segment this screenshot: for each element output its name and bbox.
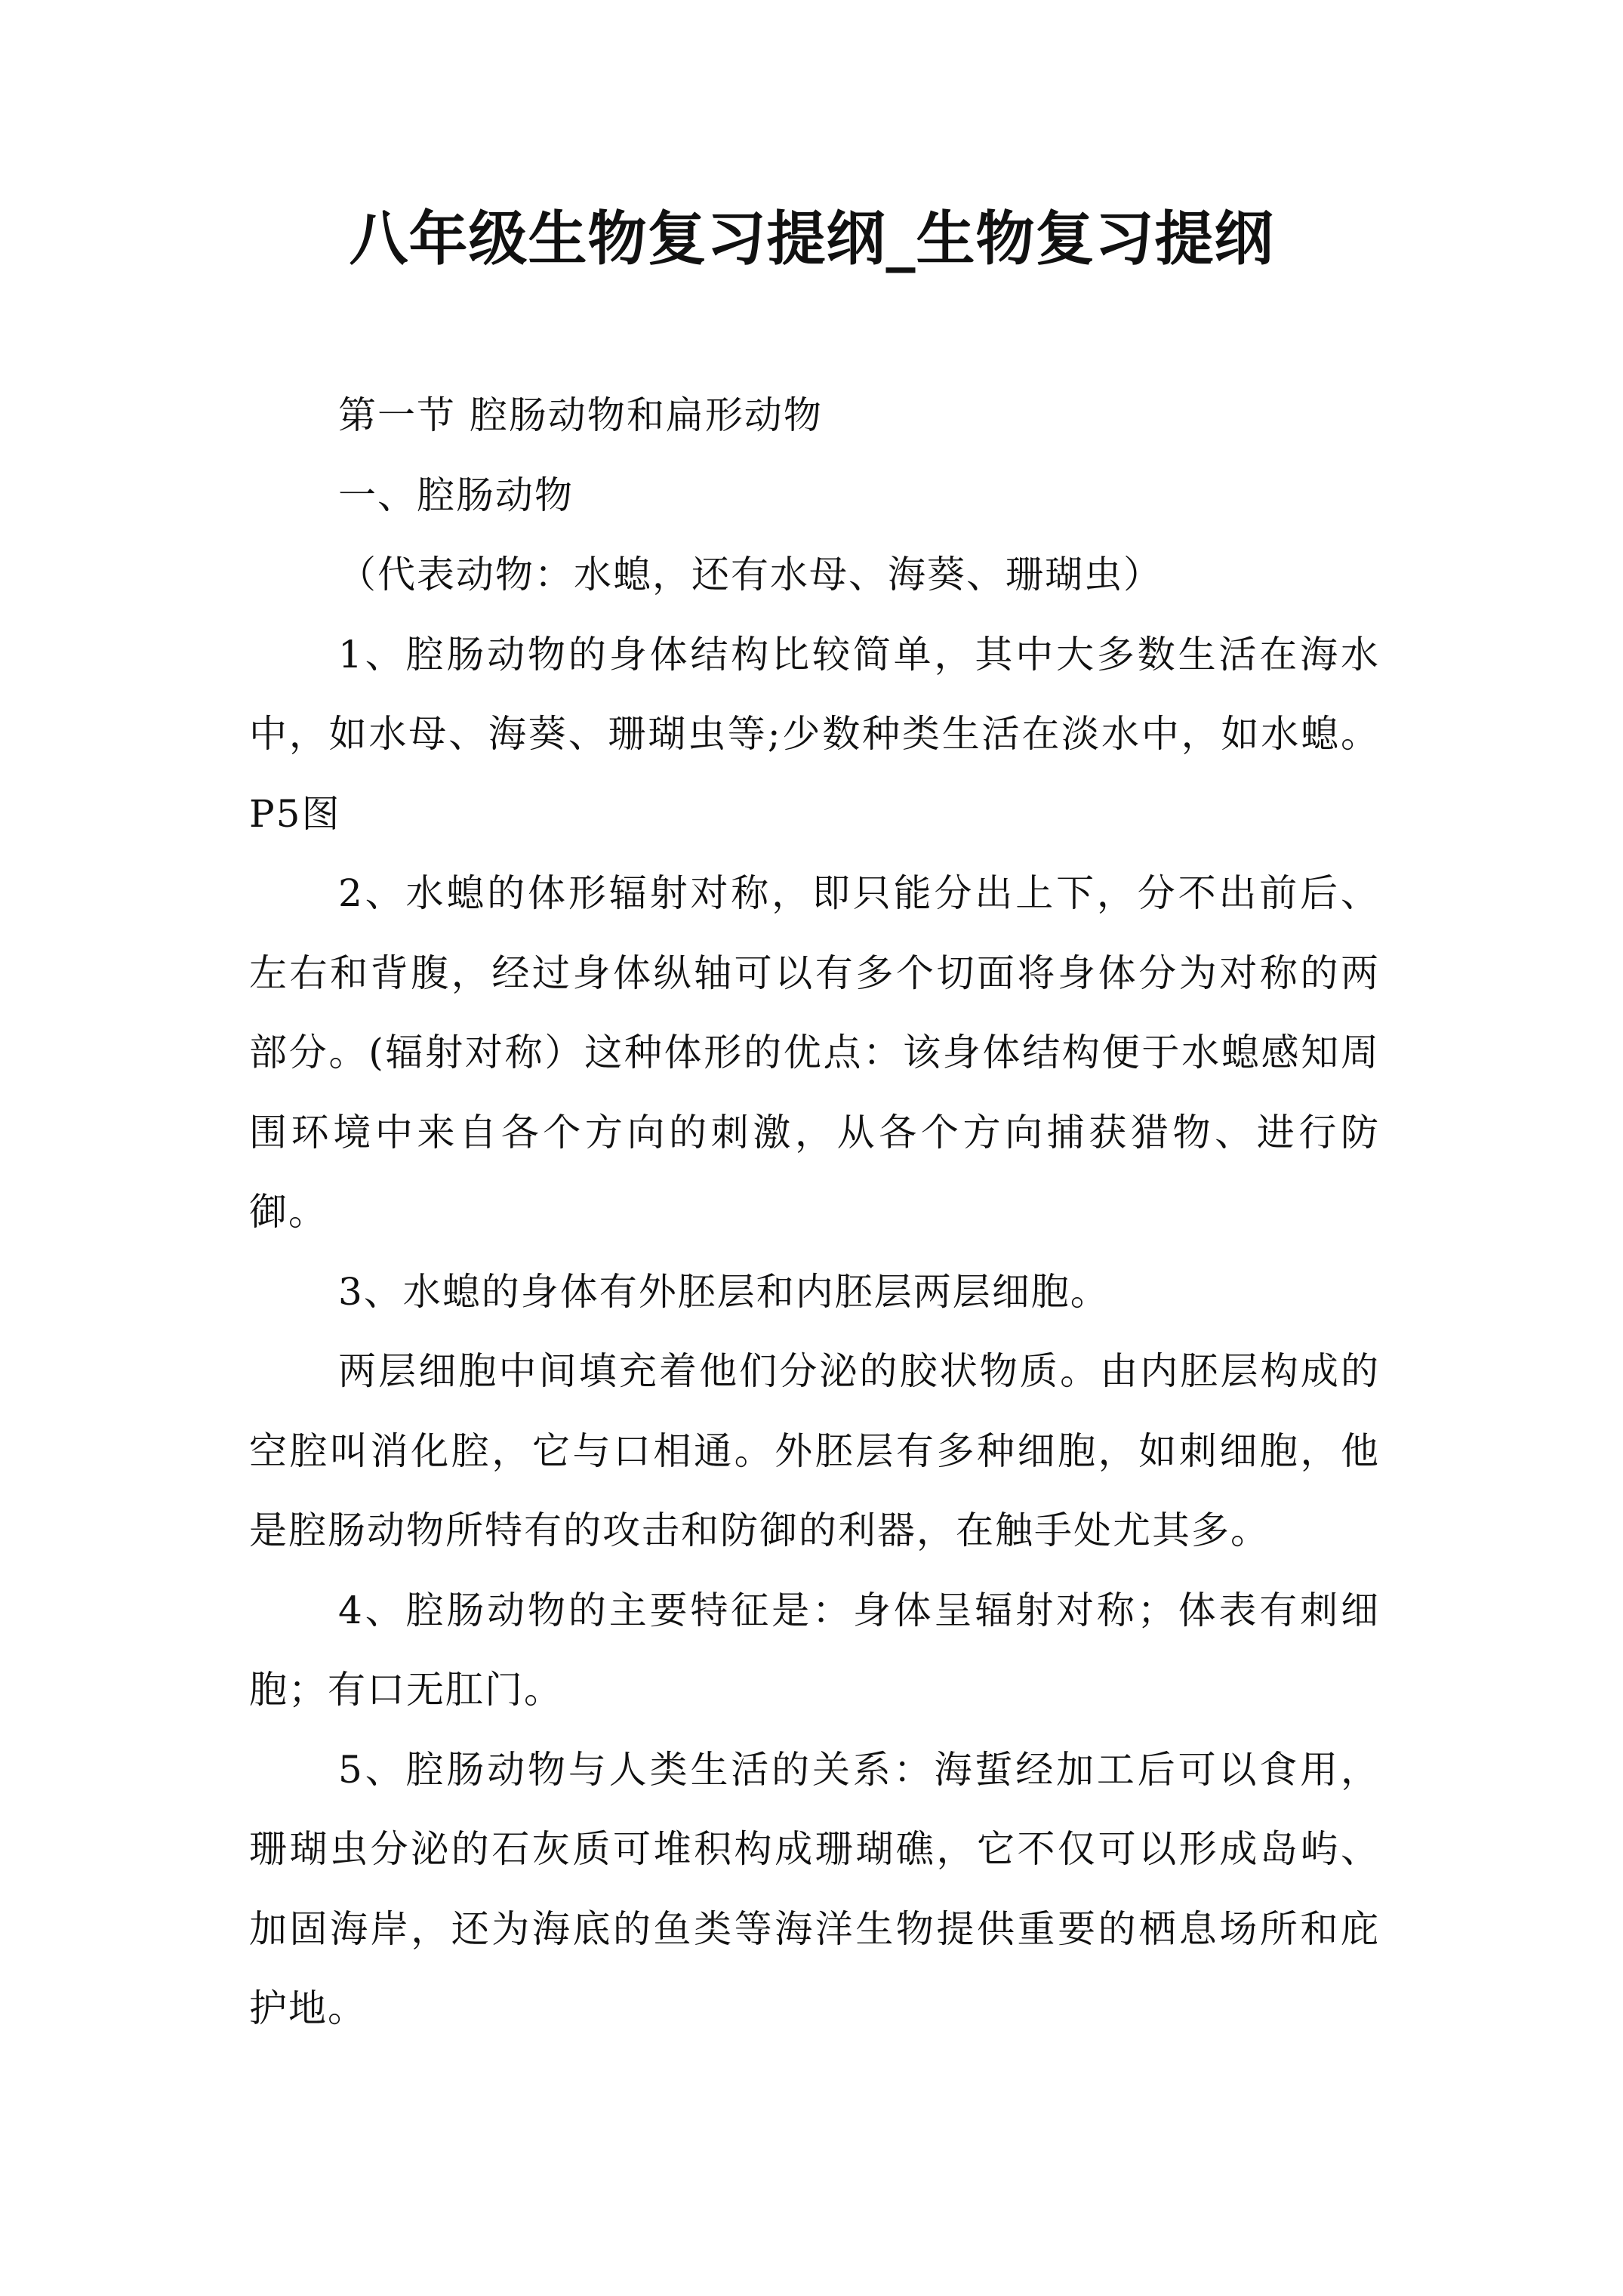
paragraph-point-1: 1、腔肠动物的身体结构比较简单，其中大多数生活在海水中，如水母、海葵、珊瑚虫等;少数种类生活在淡水中，如水螅。P5图 — [249, 632, 1380, 836]
paragraph-point-2: 2、水螅的体形辐射对称，即只能分出上下，分不出前后、左右和背腹，经过身体纵轴可以有多个切面将身体分为对称的两部分。(辐射对称）这种体形的优点：该身体结构便于水螅感知周围环境中来自各个方向的刺激，从各个方向捕获猎物、进行防御。 — [249, 871, 1380, 1234]
representative-animals-note: （代表动物：水螅，还有水母、海葵、珊瑚虫） — [338, 553, 1163, 596]
document-body — [249, 376, 1380, 2049]
subsection-heading: 一、腔肠动物 — [338, 473, 574, 517]
paragraph-point-5: 5、腔肠动物与人类生活的关系：海蜇经加工后可以食用，珊瑚虫分泌的石灰质可堆积构成珊瑚礁，它不仅可以形成岛屿、加固海岸，还为海底的鱼类等海洋生物提供重要的栖息场所和庇护地。 — [249, 1747, 1380, 2030]
paragraph-point-3: 3、水螅的身体有外胚层和内胚层两层细胞。 — [338, 1269, 1110, 1314]
paragraph-point-4: 4、腔肠动物的主要特征是：身体呈辐射对称；体表有刺细胞；有口无肛门。 — [249, 1588, 1380, 1712]
section-heading: 第一节 腔肠动物和扁形动物 — [338, 393, 823, 437]
document-title: 八年级生物复习提纲_生物复习提纲 — [349, 205, 1274, 273]
paragraph-point-3-detail: 两层细胞中间填充着他们分泌的胶状物质。由内胚层构成的空腔叫消化腔，它与口相通。外胚层有多种细胞，如刺细胞，他是腔肠动物所特有的攻击和防御的利器，在触手处尤其多。 — [249, 1349, 1380, 1552]
